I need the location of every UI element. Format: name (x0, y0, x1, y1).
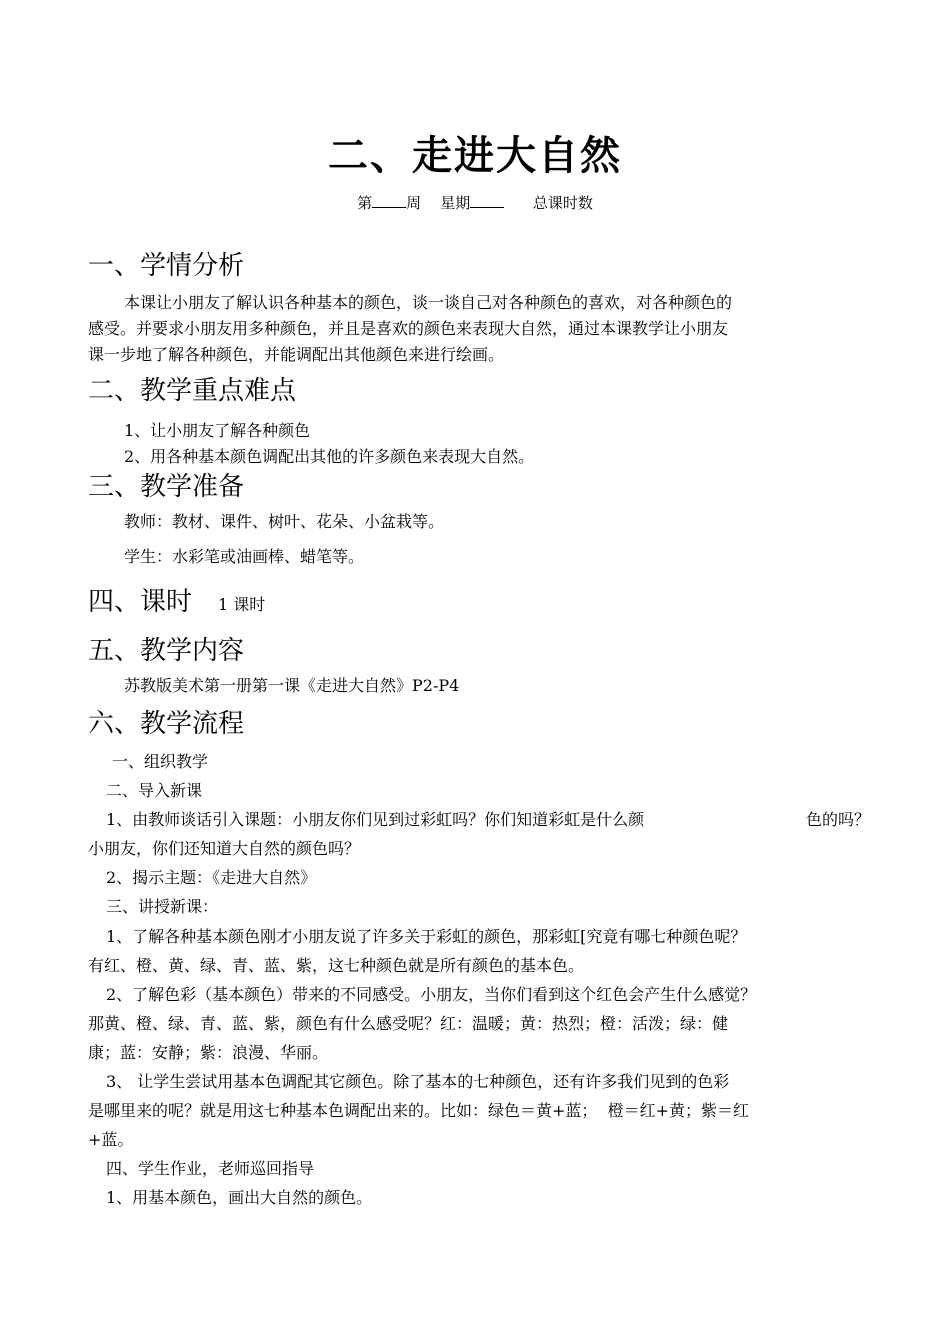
process-line-6: 三、讲授新课： (106, 897, 219, 916)
weekday-label: 星期 (440, 194, 471, 212)
process-line-4: 小朋友，你们还知道大自然的颜色吗？ (88, 839, 361, 858)
process-line-5: 2、揭示主题：《走进大自然》 (106, 868, 317, 887)
process-line-10: 那黄、橙、绿、青、蓝、紫，颜色有什么感受呢？红：温暖；黄：热烈；橙：活泼；绿：健 (88, 1014, 729, 1033)
schedule-line (0, 192, 950, 214)
process-line-8: 有红、橙、黄、绿、青、蓝、紫，这七种颜色就是所有颜色的基本色。 (88, 956, 585, 975)
lesson-hours-value: 1 课时 (218, 595, 266, 614)
heading-key-points: 二、教学重点难点 (88, 376, 297, 406)
heading-preparation: 三、教学准备 (88, 472, 245, 502)
prep-student: 学生：水彩笔或油画棒、蜡笔等。 (124, 547, 365, 566)
process-line-13: 是哪里来的呢？就是用这七种基本色调配出来的。比如：绿色＝黄+蓝； 橙＝红+黄；紫＝红 (88, 1101, 749, 1120)
process-line-7: 1、了解各种基本颜色刚才小朋友说了许多关于彩虹的颜色，那彩虹[究竟有哪七种颜色呢？ (106, 927, 747, 946)
week-prefix: 第 (357, 194, 373, 212)
process-line-12: 3、 让学生尝试用基本色调配其它颜色。除了基本的七种颜色，还有许多我们见到的色彩 (106, 1072, 730, 1091)
heading-learning-analysis: 一、学情分析 (88, 251, 245, 281)
content-line: 苏教版美术第一册第一课《走进大自然》P2-P4 (124, 676, 460, 695)
process-line-1: 一、组织教学 (112, 752, 209, 771)
process-line-16: 1、用基本颜色，画出大自然的颜色。 (106, 1188, 373, 1207)
process-line-14: +蓝。 (88, 1130, 134, 1149)
prep-teacher: 教师：教材、课件、树叶、花朵、小盆栽等。 (124, 512, 445, 531)
weekday-blank (470, 193, 504, 208)
analysis-line-1: 本课让小朋友了解认识各种基本的颜色，谈一谈自己对各种颜色的喜欢，对各种颜色的 (124, 293, 733, 312)
process-line-3: 1、由教师谈话引入课题：小朋友你们见到过彩虹吗？你们知道彩虹是什么颜 (106, 810, 645, 829)
page-title: 二、走进大自然 (328, 133, 622, 179)
process-line-11: 康；蓝：安静；紫：浪漫、华丽。 (88, 1043, 329, 1062)
process-line-2: 二、导入新课 (106, 781, 203, 800)
key-point-1: 1、让小朋友了解各种颜色 (124, 421, 311, 440)
heading-lesson-hours (88, 584, 265, 623)
lesson-hours-label: 四、课时 (88, 587, 193, 617)
process-line-15: 四、学生作业，老师巡回指导 (106, 1159, 315, 1178)
heading-teaching-process: 六、教学流程 (88, 709, 245, 739)
heading-teaching-content: 五、教学内容 (88, 636, 245, 666)
analysis-line-3: 课一步地了解各种颜色，并能调配出其他颜色来进行绘画。 (88, 345, 505, 364)
key-point-2: 2、用各种基本颜色调配出其他的许多颜色来表现大自然。 (124, 447, 535, 466)
total-hours-label: 总课时数 (532, 194, 593, 212)
week-blank (372, 193, 406, 208)
process-line-3-end: 色的吗？ (806, 810, 871, 829)
analysis-line-2: 感受。并要求小朋友用多种颜色，并且是喜欢的颜色来表现大自然，通过本课教学让小朋友 (88, 319, 729, 338)
process-line-9: 2、了解色彩（基本颜色）带来的不同感受。小朋友，当你们看到这个红色会产生什么感觉？ (106, 985, 757, 1004)
week-suffix: 周 (406, 194, 422, 212)
